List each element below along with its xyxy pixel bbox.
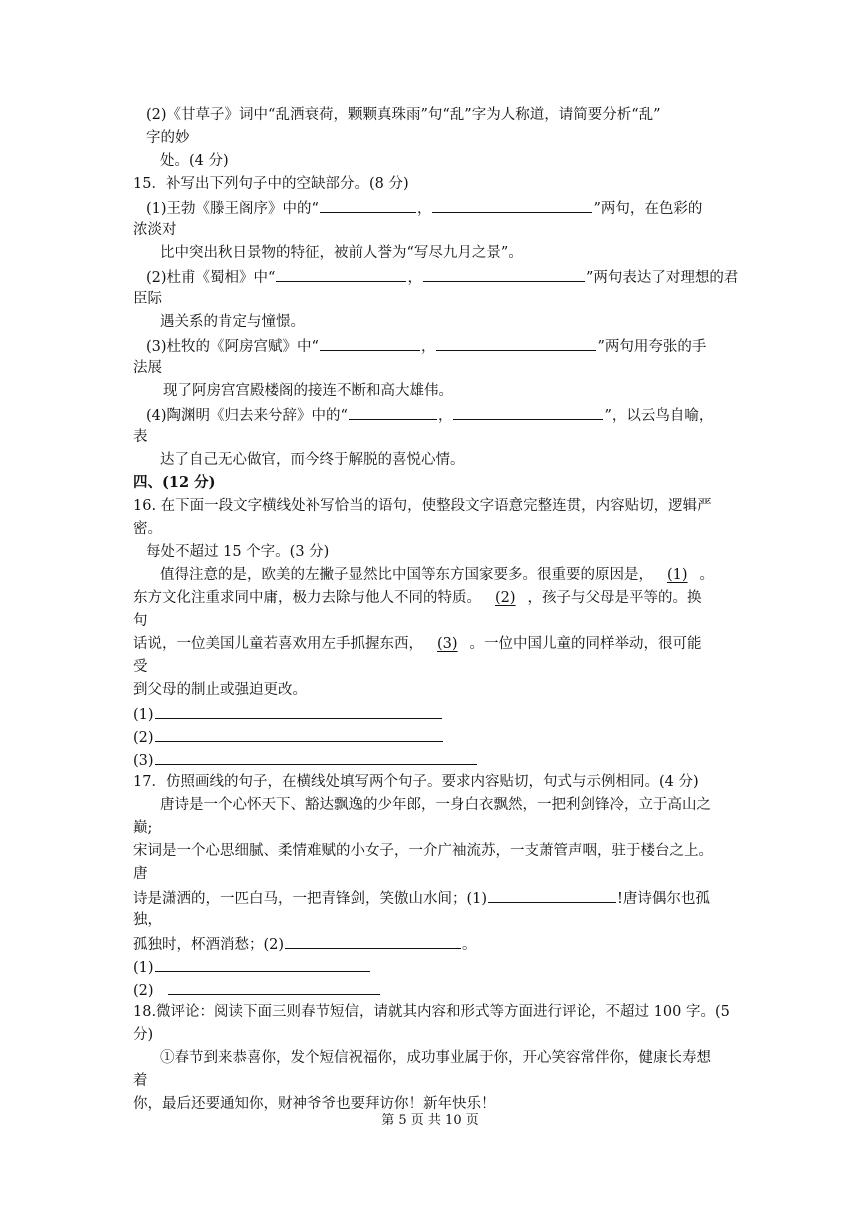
answer-line[interactable] bbox=[155, 726, 443, 742]
q16-para-wrap2: 句 bbox=[133, 613, 148, 629]
q15-item2-wrap: 臣际 bbox=[133, 291, 162, 307]
q16-para-line4: 到父母的制止或强迫更改。 bbox=[133, 682, 307, 698]
q15-item3-cont: 现了阿房宫宫殿楼阁的接连不断和高大雄伟。 bbox=[163, 383, 453, 399]
q16-para-text3a: 话说，一位美国儿童若喜欢用左手抓握东西， bbox=[133, 636, 423, 652]
q16-title-line2: 密。 bbox=[133, 521, 162, 537]
answer-label: (1) bbox=[133, 960, 154, 976]
page-footer: 第 5 页 共 10 页 bbox=[381, 1113, 479, 1128]
q15-item4-post: ”，以云鸟自喻， bbox=[604, 408, 714, 424]
q18-title-line1: 18.微评论：阅读下面三则春节短信，请就其内容和形式等方面进行评论，不超过 100 字。(5 bbox=[133, 1004, 730, 1020]
q15-item4-blank-a[interactable] bbox=[349, 404, 437, 420]
q17-title: 17．仿照画线的句子，在横线处填写两个句子。要求内容贴切，句式与示例相同。(4 分) bbox=[133, 774, 699, 790]
q16-title-line1: 16. 在下面一段文字横线处补写恰当的语句，使整段文字语意完整连贯，内容贴切，逻辑严 bbox=[133, 498, 712, 514]
q17-line4-text: 孤独时，杯酒消愁；(2) bbox=[133, 937, 285, 953]
comma: ， bbox=[416, 201, 432, 217]
q17-line1: 唐诗是一个心怀天下、豁达飘逸的少年郎，一身白衣飘然，一把利剑锋冷，立于高山之 bbox=[160, 797, 711, 813]
q15-item4-cont: 达了自己无心做官，而今终于解脱的喜悦心情。 bbox=[160, 452, 465, 468]
q16-para-text2a: 东方文化注重求同中庸，极力去除与他人不同的特质。 bbox=[133, 590, 481, 606]
q18-line2: 你，最后还要通知你，财神爷爷也要拜访你！新年快乐！ bbox=[133, 1096, 496, 1112]
q15-item3-blank-a[interactable] bbox=[320, 335, 420, 351]
answer-line[interactable] bbox=[155, 749, 477, 765]
section-heading: 四、(12 分) bbox=[133, 474, 216, 491]
q14-part2-line3: 处。(4 分) bbox=[160, 153, 229, 169]
q15-item2-cont: 遇关系的肯定与憧憬。 bbox=[160, 314, 305, 330]
q16-para-line3 bbox=[133, 634, 702, 654]
answer-label: (3) bbox=[133, 753, 154, 769]
q15-item3-pre: (3)杜牧的《阿房宫赋》中“ bbox=[146, 339, 319, 355]
q17-line1-wrap: 巅; bbox=[133, 820, 153, 836]
q15-item2-line bbox=[146, 266, 738, 288]
answer-label: (2) bbox=[133, 983, 154, 999]
q15-item4-line bbox=[146, 404, 713, 426]
q16-title-line3: 每处不超过 15 个字。(3 分) bbox=[146, 544, 330, 560]
q15-item3-blank-b[interactable] bbox=[436, 335, 596, 351]
q16-para-line2 bbox=[133, 588, 702, 608]
q17-line4-end: 。 bbox=[462, 937, 477, 953]
q15-item2-pre: (2)杜甫《蜀相》中“ bbox=[146, 270, 276, 286]
q15-item2-blank-a[interactable] bbox=[276, 266, 406, 282]
q16-para-line1 bbox=[160, 565, 714, 585]
q16-answer-3 bbox=[133, 749, 478, 771]
q16-para-wrap3: 受 bbox=[133, 659, 148, 675]
blank-marker-1[interactable]: (1) bbox=[667, 567, 688, 583]
q18-line1: ①春节到来恭喜你，发个短信祝福你，成功事业属于你，开心笑容常伴你，健康长寿想 bbox=[160, 1050, 711, 1066]
answer-line[interactable] bbox=[155, 703, 442, 719]
q16-answer-2 bbox=[133, 726, 444, 748]
answer-line[interactable] bbox=[168, 979, 380, 995]
q16-para-text2b: ，孩子与父母是平等的。换 bbox=[527, 590, 702, 606]
comma: ， bbox=[437, 408, 453, 424]
q15-item3-post: ”两句用夸张的手 bbox=[597, 339, 707, 355]
q17-line3-wrap: 独， bbox=[133, 912, 162, 928]
q15-item4-blank-b[interactable] bbox=[453, 404, 603, 420]
q18-title-line2: 分) bbox=[133, 1027, 154, 1043]
q17-blank-1[interactable] bbox=[488, 887, 616, 903]
q14-part2-line1: (2)《甘草子》词中“乱洒衰荷，颗颗真珠雨”句“乱”字为人称道，请简要分析“乱” bbox=[146, 107, 661, 123]
q17-line3 bbox=[133, 887, 710, 909]
q15-item2-post: ”两句表达了对理想的君 bbox=[585, 270, 739, 286]
q16-para-text3b: 。一位中国儿童的同样举动，很可能 bbox=[469, 636, 702, 652]
q14-part2-line2: 字的妙 bbox=[146, 130, 190, 146]
q15-item3-wrap: 法展 bbox=[133, 360, 162, 376]
q15-item1-post: ”两句，在色彩的 bbox=[593, 201, 703, 217]
q15-item1-cont: 比中突出秋日景物的特征，被前人誉为“写尽九月之景”。 bbox=[160, 245, 523, 261]
comma: ， bbox=[420, 339, 436, 355]
q15-item4-wrap: 表 bbox=[133, 429, 148, 445]
blank-marker-2[interactable]: (2) bbox=[495, 590, 516, 606]
q17-answer-2 bbox=[133, 979, 381, 1001]
q16-para-text1: 值得注意的是，欧美的左撇子显然比中国等东方国家要多。很重要的原因是， bbox=[160, 567, 653, 583]
answer-label: (1) bbox=[133, 707, 154, 723]
q15-item1-blank-a[interactable] bbox=[320, 197, 416, 213]
q16-answer-1 bbox=[133, 703, 443, 725]
q17-line2: 宋词是一个心思细腻、柔情难赋的小女子，一介广袖流苏，一支萧管声咽，驻于楼台之上。 bbox=[133, 843, 713, 859]
q17-answer-1 bbox=[133, 956, 371, 978]
q17-line4 bbox=[133, 933, 477, 955]
q15-item3-line bbox=[146, 335, 706, 357]
q15-item1-blank-b[interactable] bbox=[432, 197, 592, 213]
answer-line[interactable] bbox=[155, 956, 370, 972]
q15-item1-pre: (1)王勃《滕王阁序》中的“ bbox=[146, 201, 319, 217]
q15-item4-pre: (4)陶渊明《归去来兮辞》中的“ bbox=[146, 408, 348, 424]
q18-line1-wrap: 着 bbox=[133, 1073, 148, 1089]
q15-item1-wrap: 浓淡对 bbox=[133, 222, 177, 238]
q17-line2-wrap: 唐 bbox=[133, 866, 148, 882]
q15-item1-line bbox=[146, 197, 702, 219]
q16-para-end1: 。 bbox=[699, 567, 715, 583]
q17-line3-end: !唐诗偶尔也孤 bbox=[617, 891, 710, 907]
q15-title: 15．补写出下列句子中的空缺部分。(8 分) bbox=[133, 176, 409, 192]
q17-line3-text: 诗是潇洒的，一匹白马，一把青锋剑，笑傲山水间；(1) bbox=[133, 891, 488, 907]
answer-label: (2) bbox=[133, 730, 154, 746]
blank-marker-3[interactable]: (3) bbox=[437, 636, 458, 652]
q15-item2-blank-b[interactable] bbox=[423, 266, 585, 282]
comma: ， bbox=[407, 270, 422, 286]
q17-blank-2[interactable] bbox=[285, 933, 461, 949]
